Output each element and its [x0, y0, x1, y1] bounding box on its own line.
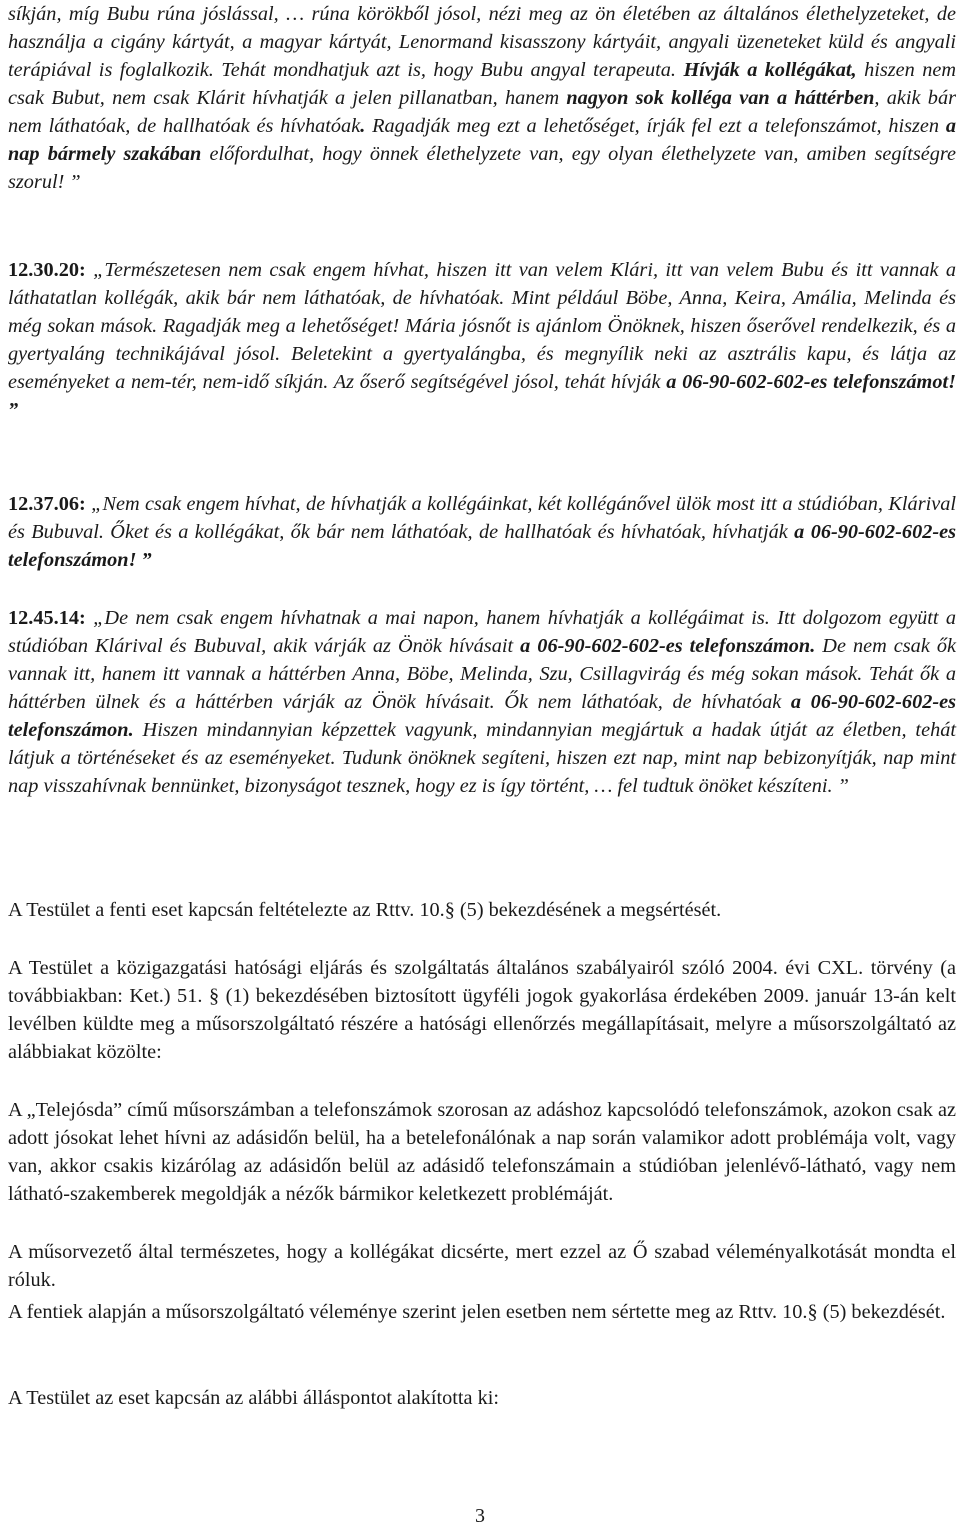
- text-run: Hiszen mindannyian képzettek vagyunk, mindannyian megjártuk a hadak útját az életben, tehát látjuk a történéseket és az eseményeket. Tudunk önöknek segíteni, hiszen ezt nap, mint nap bebizonyítják, nap mint nap visszahívnak bennünket, bizonyságot tesznek, hogy ez is így történt, … fel tudtuk önöket készíteni. ”: [8, 719, 956, 797]
- text-run: a nap bármely szakában: [8, 115, 956, 165]
- paragraph-12-30-20: [8, 256, 956, 480]
- paragraph-fentiek: A fentiek alapján a műsorszolgáltató véleménye szerint jelen esetben nem sértette meg az Rttv. 10.§ (5) bekezdését.: [8, 1301, 946, 1323]
- text-run: .: [360, 115, 366, 137]
- paragraph-testulet-ket: A Testület a közigazgatási hatósági eljárás és szolgáltatás általános szabályairól szóló 2004. évi CXL. törvény (a továbbiakban: Ket.) 51. § (1) bekezdésében biztosított ügyféli jogok gyakorlása érdekében 2009. január 13-án kelt levélben küldte meg a műsorszolgáltató részére a hatósági ellenőrzés megállapításait, melyre a műsorszolgáltató az alábbiakat közölte:: [8, 957, 956, 1063]
- text-run: „De nem csak engem hívhatnak a mai napon, hanem hívhatják a kollégáimat is. Itt dolgozom együtt a stúdióban Klárival és Bubuval, akik várják az Önök hívásait: [8, 607, 957, 657]
- paragraph-12-45-14: [8, 604, 956, 856]
- text-run: 12.45.14:: [8, 607, 94, 629]
- text-run: De nem csak ők vannak itt, hanem itt vannak a háttérben Anna, Böbe, Melinda, Szu, Csillagvirág és még sokan mások. Tehát ők a háttérben ülnek és a háttérben várják az Önök hívásait. Ők nem láthatóak, de hívhatóak: [8, 635, 956, 713]
- text-run: , akik bár nem láthatóak, de hallhatóak és hívhatóak: [8, 87, 956, 137]
- text-run: hiszen nem csak Bubut, nem csak Klárit hívhatják a jelen pillanatban, hanem: [8, 59, 957, 109]
- text-run: a 06-90-602-602-es telefonszámon.: [520, 635, 816, 657]
- paragraph-12-37-06: [8, 490, 956, 574]
- paragraph-testulet-feltetelezte: A Testület a fenti eset kapcsán feltételezte az Rttv. 10.§ (5) bekezdésének a megsértését.: [8, 899, 722, 921]
- text-run: előfordulhat, hogy önnek élethelyzete van, egy olyan élethelyzete van, amiben segítségre szorul! ”: [8, 143, 956, 193]
- page-number: 3: [475, 1505, 485, 1527]
- text-run: „Nem csak engem hívhat, de hívhatják a kollégáinkat, két kollégánővel ülök most itt a stúdióban, Klárival és Bubuval. Őket és a kollégákat, ők bár nem láthatóak, de hallhatóak és hívhatóak, hívhatják: [8, 493, 957, 543]
- text-run: a 06-90-602-602-es telefonszámot! ”: [8, 371, 956, 421]
- paragraph-musorvezeto: A műsorvezető által természetes, hogy a kollégákat dicsérte, mert ezzel az Ő szabad véleményalkotását mondta el róluk.: [8, 1241, 956, 1291]
- text-run: nagyon sok kolléga van a háttérben: [566, 87, 875, 109]
- paragraph-telejosda: A „Telejósda” című műsorszámban a telefonszámok szorosan az adáshoz kapcsolódó telefonszámok, azokon csak az adott jósokat lehet hívni az adásidőn belül, ha a betelefonálónak a nap során valamikor adott problémája volt, vagy van, akkor csakis kizárólag az adásidőn belül az adásidő telefonszámain a stúdióban jelenlévő-látható, vagy nem látható-szakemberek megoldják a nézők bármikor keletkezett problémáját.: [8, 1099, 956, 1205]
- text-run: Ragadják meg ezt a lehetőséget, írják fel ezt a telefonszámot, hiszen: [365, 115, 946, 137]
- paragraph-allaspont: A Testület az eset kapcsán az alábbi álláspontot alakította ki:: [8, 1387, 499, 1409]
- text-run: 12.30.20:: [8, 259, 94, 281]
- text-run: a 06-90-602-602-es telefonszámon.: [8, 691, 957, 741]
- text-run: Hívják a kollégákat,: [683, 59, 857, 81]
- text-run: síkján, míg Bubu rúna jóslással, … rúna körökből jósol, nézi meg az ön életében az általános élethelyzeteket, de használja a cigány kártyát, a magyar kártyát, Lenormand kisasszony kártyáit, angyali üzeneteket küld és angyali terápiával is foglalkozik. Tehát mondhatjuk azt is, hogy Bubu angyal terapeuta.: [8, 3, 956, 81]
- paragraph-intro: [8, 0, 956, 196]
- text-run: 12.37.06:: [8, 493, 92, 515]
- text-run: a 06-90-602-602-es telefonszámon! ”: [8, 521, 957, 571]
- text-run: „Természetesen nem csak engem hívhat, hiszen itt van velem Klári, itt van velem Bubu és itt vannak a láthatatlan kollégák, akik bár nem láthatóak, de hívhatóak. Mint például Böbe, Anna, Keira, Amália, Melinda és még sokan mások. Ragadják meg a lehetőséget! Mária jósnőt is ajánlom Önöknek, hiszen őserővel rendelkezik, és a gyertyaláng technikájával jósol. Beletekint a gyertyalángba, és megnyílik neki az asztrális kapu, és látja az eseményeket a nem-tér, nem-idő síkján. Az őserő segítségével jósol, tehát hívják: [8, 259, 956, 393]
